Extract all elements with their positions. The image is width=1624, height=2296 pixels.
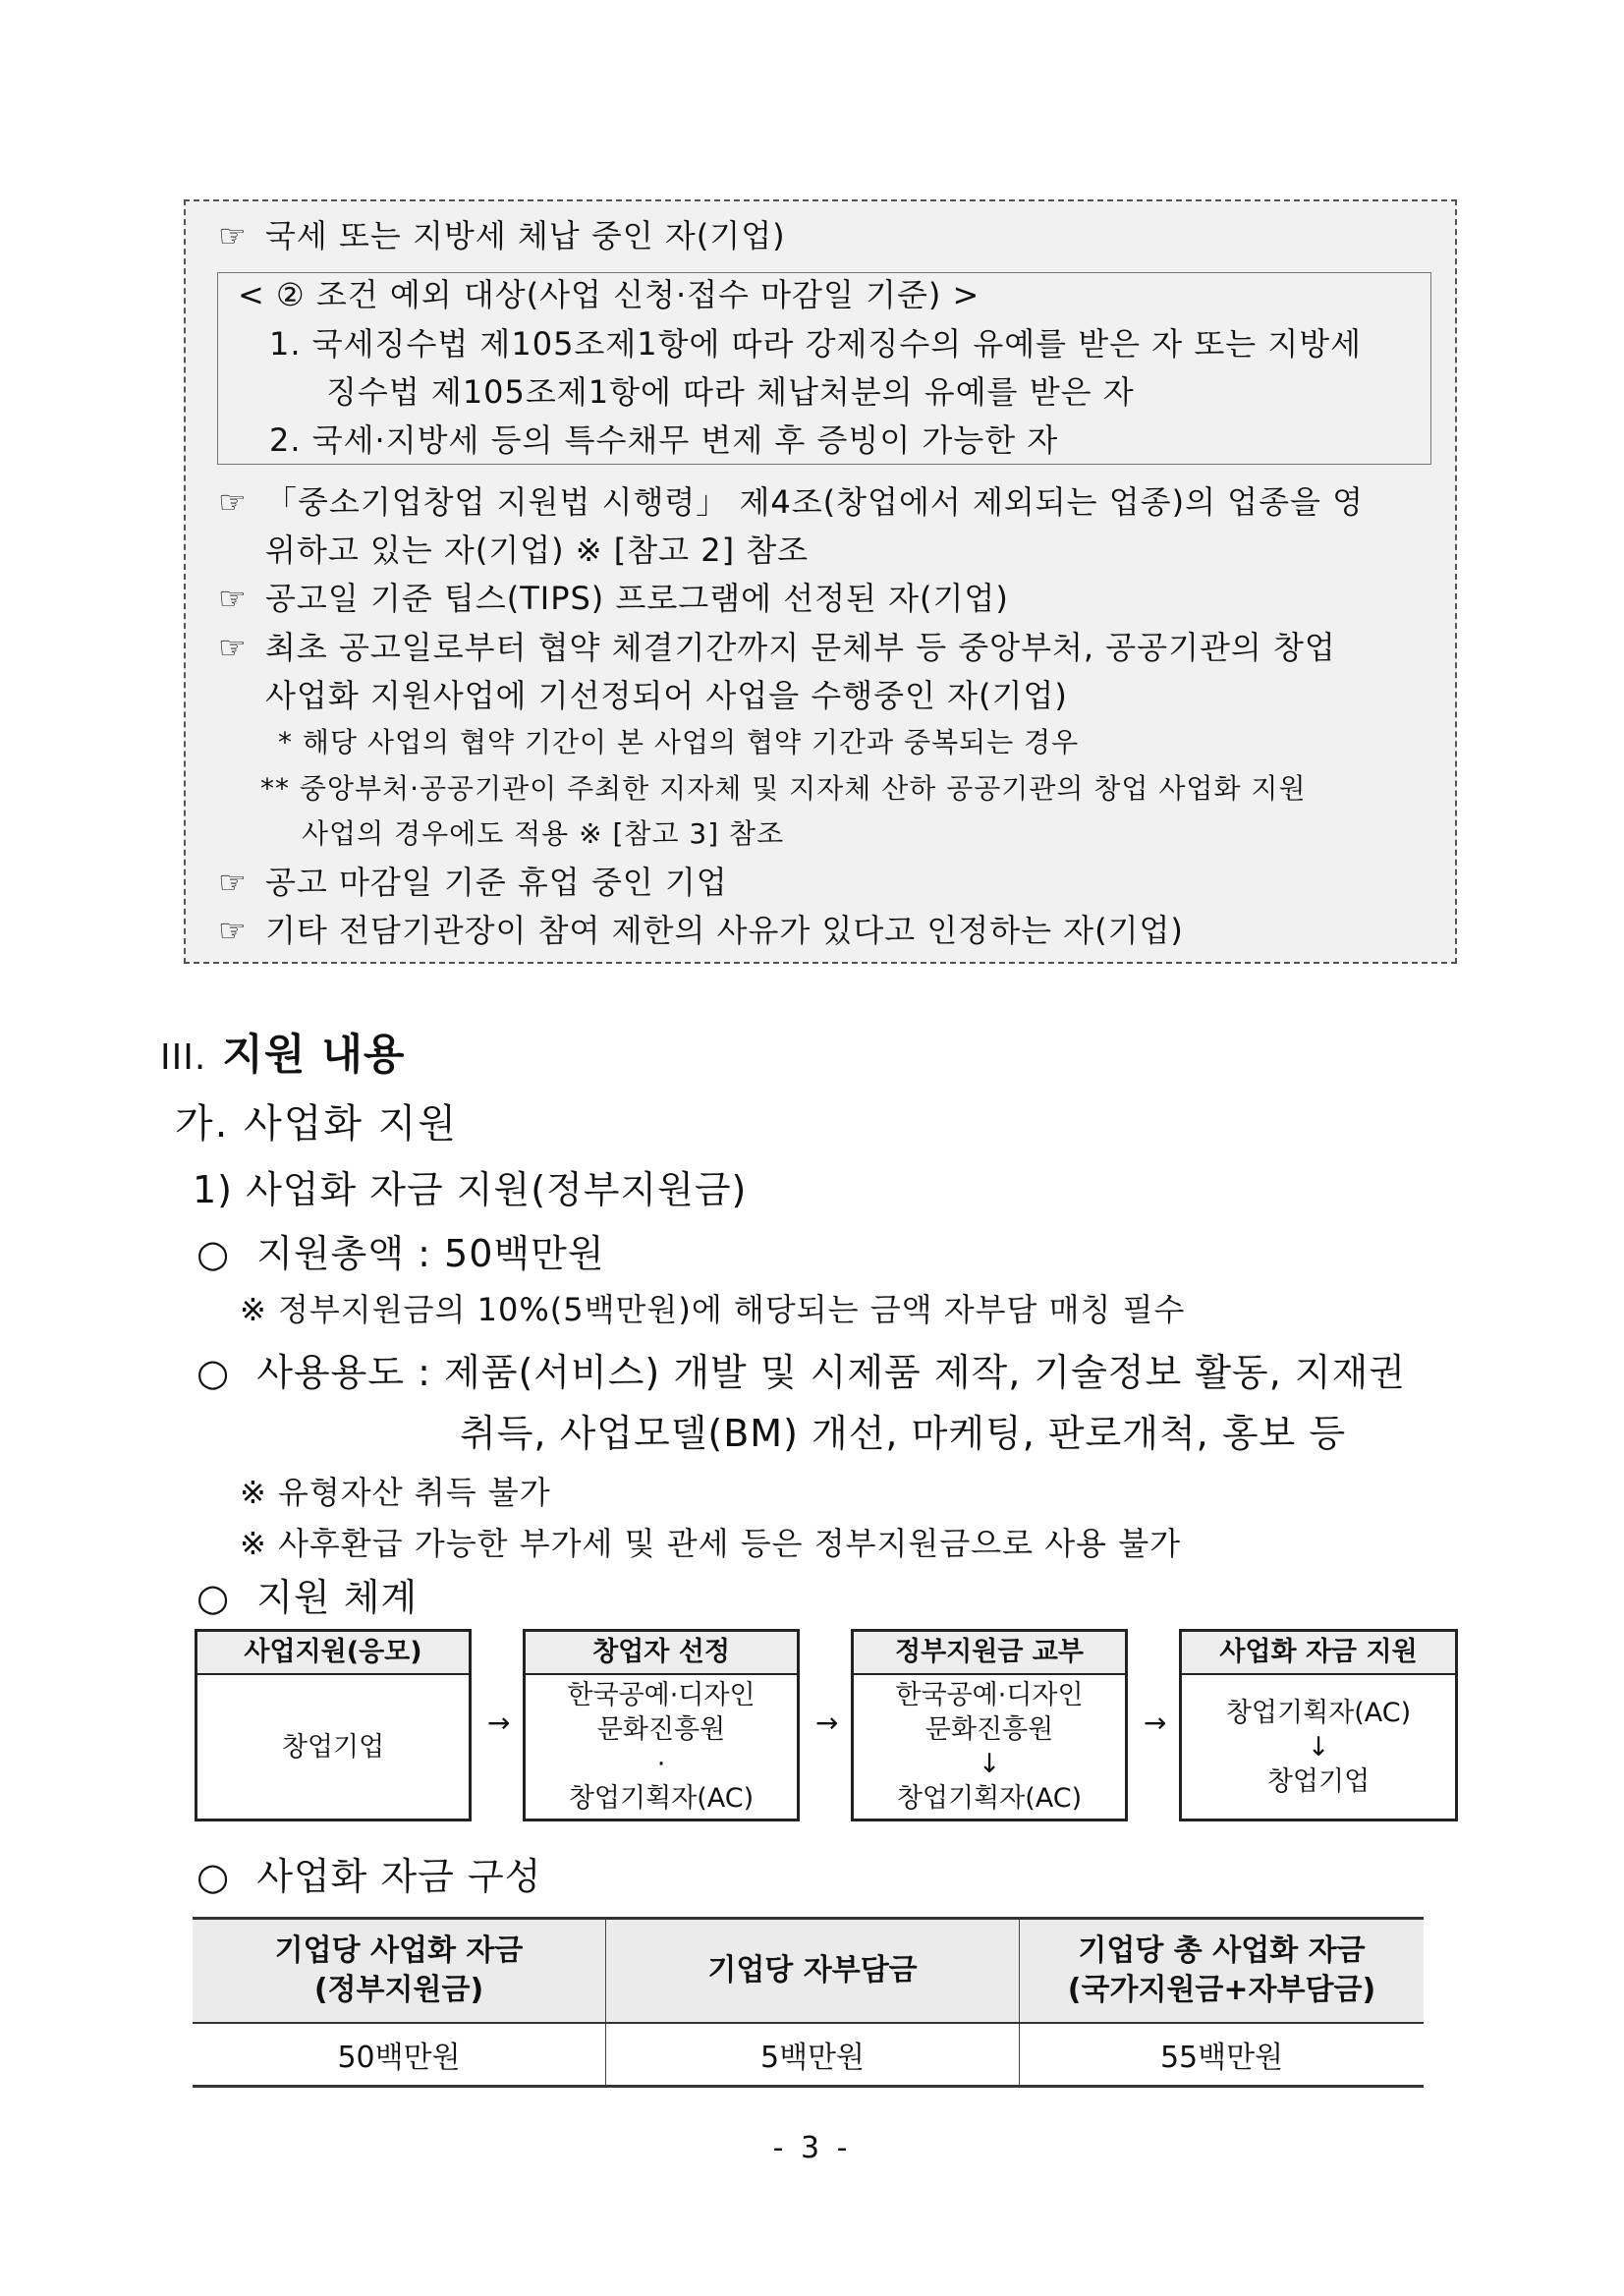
flow-step-line: 창업기획자(AC)	[896, 1783, 1083, 1814]
flow-step-line: 문화진흥원	[924, 1714, 1054, 1745]
table-cell: 55백만원	[1020, 2023, 1425, 2087]
restriction-item: ☞ 「중소기업창업 지원법 시행령」 제4조(창업에서 제외되는 업종)의 업종을 영	[218, 483, 1364, 521]
arrow-right-icon: →	[815, 1707, 839, 1739]
flow-step-title: 사업지원(응모)	[197, 1632, 469, 1675]
down-arrow-icon: ↓	[1307, 1731, 1330, 1763]
flow-step-funding	[1179, 1629, 1458, 1821]
table-header-row	[193, 1919, 1424, 2024]
restriction-item: ☞ 최초 공고일로부터 협약 체결기간까지 문체부 등 중앙부처, 공공기관의 창업	[218, 629, 1336, 666]
subsection-heading: 가. 사업화 지원	[175, 1101, 458, 1147]
down-arrow-icon: ↓	[978, 1749, 1001, 1779]
usage: ○ 사용용도 : 제품(서비스) 개발 및 시제품 제작, 기술정보 활동, 지재권	[196, 1351, 1406, 1394]
flow-step-line: 창업기획자(AC)	[1225, 1697, 1412, 1728]
flow-step-title: 창업자 선정	[526, 1632, 797, 1675]
restriction-item: ☞ 공고 마감일 기준 휴업 중인 기업	[218, 864, 728, 901]
table-cell: 50백만원	[193, 2023, 606, 2087]
section-heading: III. 지원 내용	[160, 1031, 406, 1080]
arrow-right-icon: →	[1144, 1707, 1167, 1739]
exception-line: 1. 국세징수법 제105조제1항에 따라 강제징수의 유예를 받은 자 또는 지방세	[269, 325, 1363, 363]
item-heading: 1) 사업화 자금 지원(정부지원금)	[193, 1168, 748, 1211]
support-total-note: ※ 정부지원금의 10%(5백만원)에 해당되는 금액 자부담 매칭 필수	[240, 1291, 1186, 1328]
flow-step-line: 한국공예·디자인	[895, 1680, 1084, 1710]
restriction-note-cont: 사업의 경우에도 적용 ※ [참고 3] 참조	[302, 817, 785, 850]
flow-step-line: 문화진흥원	[596, 1714, 726, 1745]
circle-bullet-icon: ○	[196, 1232, 231, 1275]
circle-bullet-icon: ○	[196, 1855, 231, 1898]
usage-cont: 취득, 사업모델(BM) 개선, 마케팅, 판로개척, 홍보 등	[460, 1412, 1347, 1455]
table-header: 기업당 자부담금	[606, 1919, 1020, 2024]
flow-step-line: ·	[656, 1749, 666, 1779]
arrow-right-icon: →	[487, 1707, 511, 1739]
table-header: 기업당 사업화 자금 (정부지원금)	[193, 1919, 606, 2024]
exception-line: 징수법 제105조제1항에 따라 체납처분의 유예를 받은 자	[326, 373, 1135, 411]
exception-line: 2. 국세·지방세 등의 특수채무 변제 후 증빙이 가능한 자	[269, 421, 1059, 459]
restriction-item-cont: 위하고 있는 자(기업) ※ [참고 2] 참조	[265, 532, 810, 569]
fund-composition: ○ 사업화 자금 구성	[196, 1855, 542, 1898]
restriction-note: ** 중앙부처·공공기관이 주최한 지자체 및 지자체 산하 공공기관의 창업 사업화 지원	[260, 772, 1307, 805]
flow-step-apply	[195, 1629, 472, 1821]
pointing-hand-icon: ☞	[218, 912, 248, 949]
table-header: 기업당 총 사업화 자금 (국가지원금+자부담금)	[1020, 1919, 1425, 2024]
pointing-hand-icon: ☞	[218, 217, 248, 254]
support-total: ○ 지원총액 : 50백만원	[196, 1232, 605, 1275]
pointing-hand-icon: ☞	[218, 483, 248, 521]
exception-title: < ② 조건 예외 대상(사업 신청·접수 마감일 기준) >	[238, 276, 980, 313]
usage-note: ※ 사후환급 가능한 부가세 및 관세 등은 정부지원금으로 사용 불가	[240, 1525, 1182, 1562]
restriction-note: * 해당 사업의 협약 기간이 본 사업의 협약 기간과 중복되는 경우	[278, 726, 1080, 758]
exception-box	[217, 272, 1431, 465]
table-row	[193, 2023, 1424, 2087]
flow-step-line: 창업기업	[1266, 1765, 1371, 1797]
usage-note: ※ 유형자산 취득 불가	[240, 1474, 551, 1511]
restriction-item: ☞ 기타 전담기관장이 참여 제한의 사유가 있다고 인정하는 자(기업)	[218, 912, 1184, 949]
flow-step-selection	[523, 1629, 800, 1821]
pointing-hand-icon: ☞	[218, 629, 248, 666]
support-system: ○ 지원 체계	[196, 1576, 419, 1619]
flow-step-line: 창업기업	[281, 1731, 385, 1763]
pointing-hand-icon: ☞	[218, 864, 248, 901]
circle-bullet-icon: ○	[196, 1576, 231, 1619]
flow-step-grant	[851, 1629, 1128, 1821]
table-cell: 5백만원	[606, 2023, 1020, 2087]
restriction-item: ☞ 공고일 기준 팁스(TIPS) 프로그램에 선정된 자(기업)	[218, 580, 1009, 617]
page-number: - 3 -	[772, 2131, 852, 2165]
flow-step-title: 사업화 자금 지원	[1182, 1632, 1455, 1675]
flow-step-line: 창업기획자(AC)	[568, 1783, 755, 1814]
restriction-box	[184, 199, 1457, 964]
fund-table	[193, 1917, 1424, 2088]
flow-step-title: 정부지원금 교부	[854, 1632, 1125, 1675]
restriction-item-cont: 사업화 지원사업에 기선정되어 사업을 수행중인 자(기업)	[265, 677, 1068, 714]
pointing-hand-icon: ☞	[218, 580, 248, 617]
circle-bullet-icon: ○	[196, 1351, 231, 1394]
restriction-item: ☞ 국세 또는 지방세 체납 중인 자(기업)	[218, 217, 786, 254]
flow-step-line: 한국공예·디자인	[567, 1680, 756, 1710]
